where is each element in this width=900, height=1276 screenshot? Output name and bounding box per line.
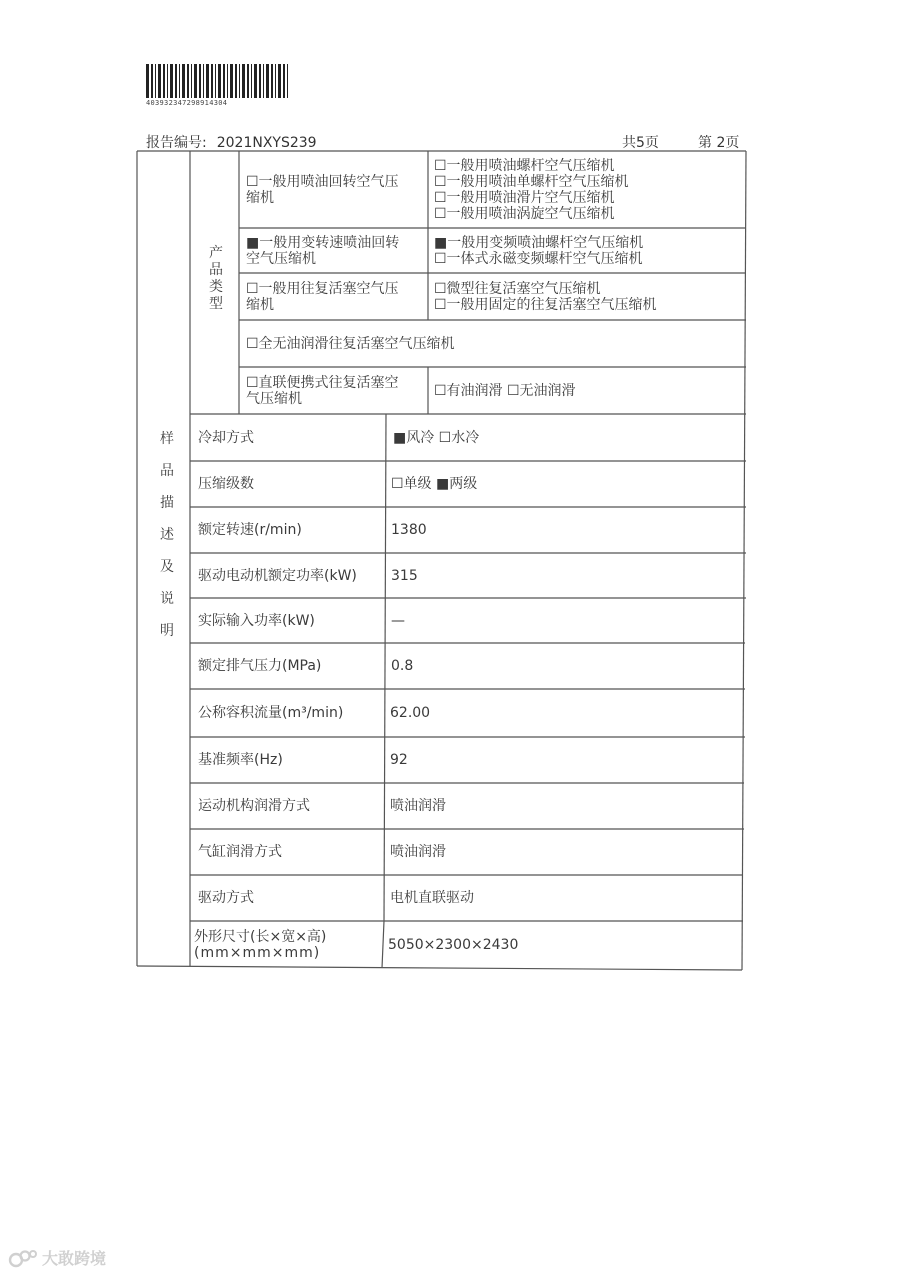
spec-label-stages xyxy=(198,462,382,506)
spec-label-text: 冷却方式 xyxy=(198,429,254,446)
barcode xyxy=(146,64,290,108)
report-number-value: 2021NXYS239 xyxy=(216,135,317,151)
spec-label-mechanism-lubrication xyxy=(198,784,382,828)
spec-value-dimensions xyxy=(388,922,733,968)
spec-label-drive-mode xyxy=(198,876,382,920)
section-label-char: 品 xyxy=(160,463,174,479)
section-label-char: 述 xyxy=(160,527,174,543)
barcode-bar xyxy=(167,64,168,98)
spec-label-discharge-pressure xyxy=(198,644,382,688)
spec-label-reference-frequency xyxy=(198,738,382,782)
spec-label-dimensions xyxy=(194,922,380,968)
spec-label-units: (mm×mm×mm) xyxy=(194,945,321,961)
barcode-bar xyxy=(170,64,173,98)
spec-label-text: 驱动电动机额定功率(kW) xyxy=(198,567,357,584)
spec-value-text: 315 xyxy=(391,567,418,584)
product-subtypes-reciprocating xyxy=(434,275,742,318)
barcode-bar xyxy=(251,64,252,98)
barcode-bar xyxy=(194,64,197,98)
spec-label-text: 额定排气压力(MPa) xyxy=(198,658,322,674)
spec-value-text: 喷油润滑 xyxy=(390,798,446,814)
spec-label-text: 实际输入功率(kW) xyxy=(198,612,315,629)
spec-value-rated-speed xyxy=(391,508,736,552)
product-subtypes-variable-speed xyxy=(434,230,742,271)
barcode-bars xyxy=(146,64,290,98)
report-number-label: 报告编号: xyxy=(146,135,207,151)
spec-value-text: 1380 xyxy=(391,522,427,538)
barcode-bar xyxy=(278,64,281,98)
spec-label-text: 公称容积流量(m³/min) xyxy=(198,705,344,721)
option-text: ☐一般用喷油回转空气压 xyxy=(246,173,399,190)
barcode-bar xyxy=(151,64,153,98)
option-text: ☐一般用往复活塞空气压 xyxy=(246,280,399,297)
spec-label-text: 额定转速(r/min) xyxy=(198,522,302,538)
barcode-bar xyxy=(223,64,225,98)
product-type-reciprocating-piston xyxy=(246,275,426,318)
barcode-bar xyxy=(283,64,285,98)
barcode-bar xyxy=(158,64,161,98)
option-text: ☐有油润滑 ☐无油润滑 xyxy=(434,382,576,399)
barcode-bar xyxy=(287,64,288,98)
option-text: 缩机 xyxy=(246,189,274,206)
barcode-bar xyxy=(146,64,149,98)
barcode-bar xyxy=(203,64,204,98)
option-text: ■一般用变转速喷油回转 xyxy=(246,234,400,251)
section-label-char: 明 xyxy=(160,623,174,639)
barcode-bar xyxy=(263,64,264,98)
option-text: ☐一体式永磁变频螺杆空气压缩机 xyxy=(434,250,643,267)
spec-value-mechanism-lubrication xyxy=(390,784,735,828)
spec-value-text: 92 xyxy=(390,752,408,768)
product-type-label-char: 类 xyxy=(209,279,223,295)
spec-value-reference-frequency xyxy=(390,738,735,782)
total-pages: 共5页 xyxy=(622,135,659,151)
spec-label-text: 压缩级数 xyxy=(198,476,254,492)
product-type-label-char: 产 xyxy=(209,245,223,261)
spec-label-text: 基准频率(Hz) xyxy=(198,752,283,768)
barcode-bar xyxy=(218,64,221,98)
product-type-variable-speed-rotary xyxy=(246,230,426,271)
option-text: ☐全无油润滑往复活塞空气压缩机 xyxy=(246,335,455,352)
spec-value-text: 0.8 xyxy=(391,658,414,674)
barcode-bar xyxy=(175,64,177,98)
barcode-bar xyxy=(235,64,237,98)
barcode-bar xyxy=(275,64,276,98)
spec-label-text: 驱动方式 xyxy=(198,890,254,906)
spec-label-text: 气缸润滑方式 xyxy=(198,844,282,860)
spec-label-text: 运动机构润滑方式 xyxy=(198,798,310,814)
spec-value-text: ☐单级 ■两级 xyxy=(391,476,478,492)
option-text: 气压缩机 xyxy=(246,390,302,407)
spec-value-input-power xyxy=(391,599,736,642)
spec-label-rated-speed xyxy=(198,508,382,552)
current-page: 第 2页 xyxy=(698,135,740,151)
option-text: ☐一般用喷油螺杆空气压缩机 xyxy=(434,157,615,174)
watermark-text: 大敢跨境 xyxy=(42,1249,107,1268)
spec-label-input-power xyxy=(198,599,382,642)
spec-label-motor-power xyxy=(198,554,382,597)
spec-label-volume-flow xyxy=(198,690,382,736)
spec-value-text: ■风冷 ☐水冷 xyxy=(393,429,480,446)
spec-value-text: — xyxy=(391,612,405,629)
barcode-bar xyxy=(271,64,273,98)
barcode-bar xyxy=(182,64,185,98)
option-text: ☐直联便携式往复活塞空 xyxy=(246,374,399,391)
barcode-bar xyxy=(215,64,216,98)
barcode-bar xyxy=(199,64,201,98)
watermark xyxy=(8,1246,106,1269)
product-type-label xyxy=(206,245,226,313)
product-type-portable-reciprocating xyxy=(246,369,426,412)
option-text: ☐微型往复活塞空气压缩机 xyxy=(434,280,601,297)
product-subtypes-lubrication xyxy=(434,369,742,412)
spec-value-cylinder-lubrication xyxy=(390,830,735,874)
barcode-bar xyxy=(211,64,213,98)
spec-value-text: 电机直联驱动 xyxy=(390,890,474,906)
barcode-bar xyxy=(155,64,156,98)
product-type-rotary-oil-injected xyxy=(246,153,426,226)
barcode-bar xyxy=(163,64,165,98)
option-text: ☐一般用喷油单螺杆空气压缩机 xyxy=(434,173,629,190)
barcode-bar xyxy=(254,64,257,98)
barcode-bar xyxy=(179,64,180,98)
barcode-bar xyxy=(227,64,228,98)
spec-value-discharge-pressure xyxy=(391,644,736,688)
section-label-char: 说 xyxy=(160,591,174,607)
product-type-oil-free-reciprocating xyxy=(246,322,742,365)
option-text: 缩机 xyxy=(246,296,274,313)
section-label-char: 描 xyxy=(160,495,174,511)
product-type-label-char: 品 xyxy=(209,262,223,278)
barcode-bar xyxy=(191,64,192,98)
barcode-bar xyxy=(239,64,240,98)
spec-value-text: 62.00 xyxy=(390,705,431,721)
barcode-bar xyxy=(230,64,233,98)
option-text: ☐一般用喷油滑片空气压缩机 xyxy=(434,189,615,206)
barcode-bar xyxy=(242,64,245,98)
barcode-bar xyxy=(247,64,249,98)
barcode-bar xyxy=(206,64,209,98)
barcode-bar xyxy=(259,64,261,98)
report-number-line xyxy=(146,132,317,152)
option-text: 空气压缩机 xyxy=(246,250,316,267)
barcode-number: 403932347298914304 xyxy=(146,99,228,107)
option-text: ☐一般用固定的往复活塞空气压缩机 xyxy=(434,296,657,313)
spec-value-cooling xyxy=(393,415,738,460)
barcode-bar xyxy=(266,64,269,98)
spec-value-volume-flow xyxy=(390,690,735,736)
option-text: ☐一般用喷油涡旋空气压缩机 xyxy=(434,205,615,222)
spec-label-cylinder-lubrication xyxy=(198,830,382,874)
product-type-label-char: 型 xyxy=(209,296,223,312)
spec-value-drive-mode xyxy=(390,876,735,920)
spec-label-cooling xyxy=(198,415,382,460)
spec-value-text: 喷油润滑 xyxy=(390,844,446,860)
spec-value-text: 5050×2300×2430 xyxy=(388,937,519,953)
barcode-bar xyxy=(187,64,189,98)
section-label-sample-description xyxy=(157,428,177,652)
spec-value-stages xyxy=(391,462,736,506)
section-label-char: 及 xyxy=(160,559,174,575)
section-label-char: 样 xyxy=(160,431,174,447)
option-text: ■一般用变频喷油螺杆空气压缩机 xyxy=(434,234,644,251)
spec-label-text: 外形尺寸(长×宽×高) xyxy=(194,929,327,945)
watermark-logo-icon xyxy=(8,1248,38,1268)
spec-value-motor-power xyxy=(391,554,736,597)
product-subtypes-rotary xyxy=(434,153,742,226)
